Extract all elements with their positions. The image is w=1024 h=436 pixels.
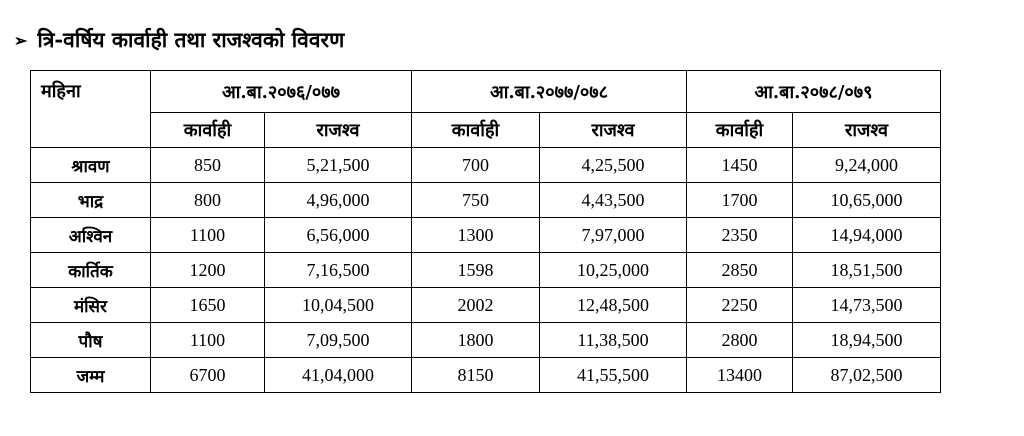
action-count-cell: 2350	[687, 218, 793, 253]
year-header-2077-078: आ.बा.२०७७/०७८	[412, 71, 687, 113]
table-row	[31, 253, 941, 288]
revenue-cell: 4,96,000	[265, 183, 412, 218]
action-count-cell: 2002	[412, 288, 540, 323]
action-count-cell: 850	[151, 148, 265, 183]
revenue-cell: 7,97,000	[540, 218, 687, 253]
revenue-cell: 12,48,500	[540, 288, 687, 323]
action-count-cell: 2800	[687, 323, 793, 358]
action-count-cell: 1100	[151, 218, 265, 253]
month-cell: जम्म	[31, 358, 151, 393]
revenue-cell: 14,94,000	[793, 218, 941, 253]
action-count-cell: 6700	[151, 358, 265, 393]
revenue-subheader: राजश्व	[540, 113, 687, 148]
revenue-table	[30, 70, 941, 393]
section-heading	[14, 26, 344, 54]
table-row	[31, 148, 941, 183]
table-row	[31, 358, 941, 393]
table-row	[31, 323, 941, 358]
month-column-header: महिना	[31, 71, 151, 148]
action-count-cell: 8150	[412, 358, 540, 393]
month-cell: अश्विन	[31, 218, 151, 253]
action-count-cell: 1598	[412, 253, 540, 288]
table-row	[31, 218, 941, 253]
revenue-cell: 41,55,500	[540, 358, 687, 393]
month-cell: कार्तिक	[31, 253, 151, 288]
revenue-cell: 87,02,500	[793, 358, 941, 393]
month-cell: पौष	[31, 323, 151, 358]
revenue-cell: 7,09,500	[265, 323, 412, 358]
action-count-cell: 1300	[412, 218, 540, 253]
action-subheader: कार्वाही	[687, 113, 793, 148]
action-subheader: कार्वाही	[151, 113, 265, 148]
month-cell: मंसिर	[31, 288, 151, 323]
table-body	[31, 148, 941, 393]
revenue-cell: 18,94,500	[793, 323, 941, 358]
table-row	[31, 288, 941, 323]
revenue-cell: 10,25,000	[540, 253, 687, 288]
revenue-cell: 10,04,500	[265, 288, 412, 323]
revenue-cell: 4,25,500	[540, 148, 687, 183]
revenue-cell: 6,56,000	[265, 218, 412, 253]
revenue-cell: 9,24,000	[793, 148, 941, 183]
revenue-subheader: राजश्व	[265, 113, 412, 148]
revenue-cell: 5,21,500	[265, 148, 412, 183]
action-count-cell: 1100	[151, 323, 265, 358]
action-count-cell: 800	[151, 183, 265, 218]
action-count-cell: 1700	[687, 183, 793, 218]
action-count-cell: 750	[412, 183, 540, 218]
revenue-cell: 41,04,000	[265, 358, 412, 393]
table-row	[31, 183, 941, 218]
year-header-2076-077: आ.बा.२०७६/०७७	[151, 71, 412, 113]
revenue-cell: 10,65,000	[793, 183, 941, 218]
revenue-cell: 11,38,500	[540, 323, 687, 358]
action-count-cell: 1650	[151, 288, 265, 323]
revenue-subheader: राजश्व	[793, 113, 941, 148]
revenue-cell: 18,51,500	[793, 253, 941, 288]
action-count-cell: 1800	[412, 323, 540, 358]
action-count-cell: 13400	[687, 358, 793, 393]
action-count-cell: 1200	[151, 253, 265, 288]
revenue-cell: 7,16,500	[265, 253, 412, 288]
action-count-cell: 2850	[687, 253, 793, 288]
month-cell: श्रावण	[31, 148, 151, 183]
revenue-cell: 14,73,500	[793, 288, 941, 323]
year-header-2078-079: आ.बा.२०७८/०७९	[687, 71, 941, 113]
month-cell: भाद्र	[31, 183, 151, 218]
action-count-cell: 700	[412, 148, 540, 183]
action-count-cell: 2250	[687, 288, 793, 323]
action-count-cell: 1450	[687, 148, 793, 183]
arrow-bullet-icon: ➢	[14, 30, 28, 50]
revenue-cell: 4,43,500	[540, 183, 687, 218]
section-title: त्रि-वर्षिय कार्वाही तथा राजश्वको विवरण	[37, 27, 345, 52]
action-subheader: कार्वाही	[412, 113, 540, 148]
